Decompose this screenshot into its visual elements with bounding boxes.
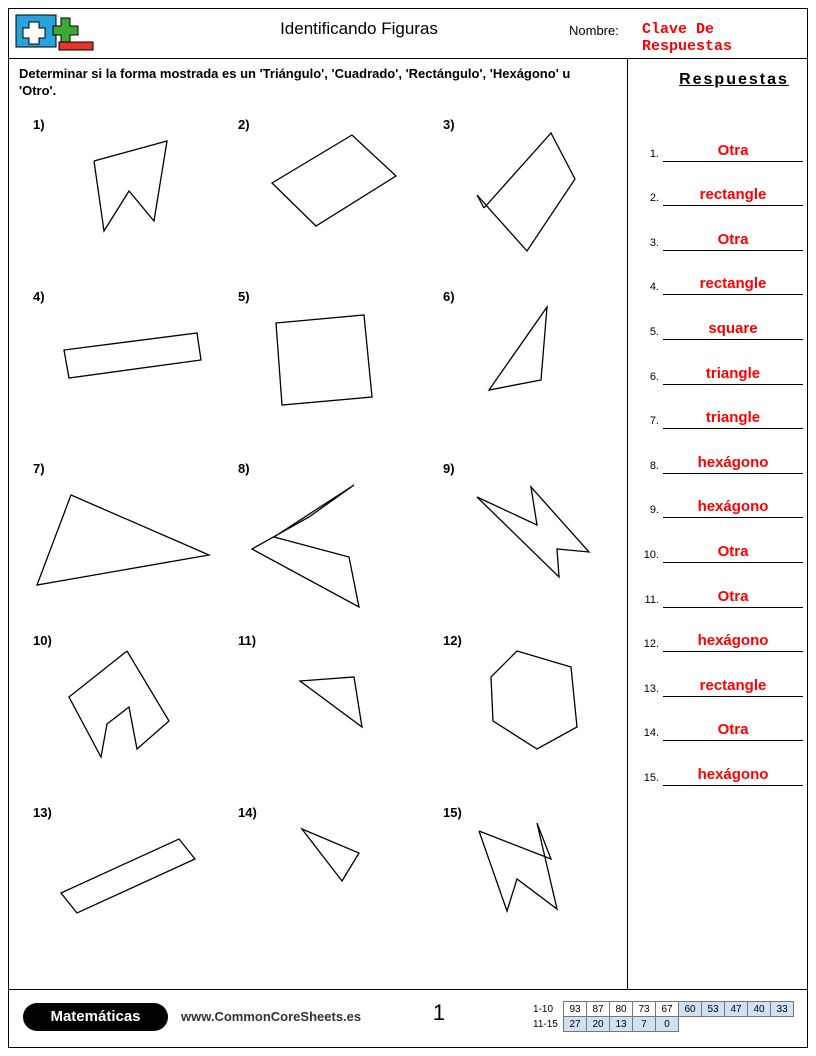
problem-number: 8): [238, 461, 250, 476]
answer-number: 9.: [649, 504, 659, 517]
problem-item: [429, 629, 629, 797]
score-cell: 80: [610, 1002, 633, 1017]
score-cell: 93: [564, 1002, 587, 1017]
answer-value[interactable]: hexágono: [697, 632, 769, 650]
score-range-label: 1-10: [533, 1003, 554, 1015]
answer-value[interactable]: rectangle: [699, 676, 767, 694]
brand-label: Matemáticas: [50, 1008, 141, 1025]
answer-number: 5.: [649, 325, 659, 338]
answer-row: [637, 253, 809, 298]
shape-figure: [224, 801, 424, 969]
answer-value[interactable]: square: [708, 319, 758, 337]
answer-number: 14.: [643, 727, 659, 740]
shape-figure: [429, 629, 629, 797]
table-row: [533, 1002, 794, 1017]
answer-value[interactable]: hexágono: [697, 498, 769, 516]
problem-item: [224, 801, 424, 969]
site-url: www.CommonCoreSheets.es: [181, 1009, 362, 1024]
answer-value[interactable]: Otra: [717, 587, 749, 605]
worksheet-footer: [9, 989, 807, 1047]
problem-item: [19, 629, 219, 797]
answer-value[interactable]: triangle: [705, 364, 761, 382]
problem-item: [19, 285, 219, 453]
problem-item: [224, 113, 424, 281]
problem-number: 1): [33, 117, 45, 132]
shape-figure: [224, 629, 424, 797]
answer-number: 13.: [643, 682, 659, 695]
problem-number: 5): [238, 289, 250, 304]
answer-line: [663, 383, 803, 385]
answer-line: [663, 516, 803, 518]
answer-row: [637, 565, 809, 610]
score-cell-empty: [725, 1017, 748, 1032]
answer-value[interactable]: hexágono: [697, 453, 769, 471]
score-cell: 87: [587, 1002, 610, 1017]
answers-heading: Respuestas: [679, 71, 789, 88]
answer-line: [663, 160, 803, 162]
answer-key-label: Clave De Respuestas: [642, 21, 733, 55]
answer-row: [637, 164, 809, 209]
worksheet-header: [9, 9, 807, 59]
problem-item: [224, 285, 424, 453]
score-range-label: 11-15: [533, 1018, 558, 1030]
answer-number: 6.: [649, 370, 659, 383]
answer-line: [663, 650, 803, 652]
answer-line: [663, 338, 803, 340]
shape-figure: [429, 285, 629, 453]
answer-line: [663, 472, 803, 474]
answer-row: [637, 654, 809, 699]
score-cell: 13: [610, 1017, 633, 1032]
problem-item: [224, 457, 424, 625]
answer-number: 2.: [649, 192, 659, 205]
score-cell-empty: [702, 1017, 725, 1032]
score-cell: 20: [587, 1017, 610, 1032]
answer-line: [663, 739, 803, 741]
score-cell: 27: [564, 1017, 587, 1032]
problem-item: [19, 457, 219, 625]
problem-number: 6): [443, 289, 455, 304]
problem-number: 11): [238, 633, 257, 648]
answer-line: [663, 427, 803, 429]
problem-number: 3): [443, 117, 455, 132]
answer-line: [663, 561, 803, 563]
instructions-text: Determinar si la forma mostrada es un 'Triángulo', 'Cuadrado', 'Rectángulo', 'Hexágono' u 'Otro'.: [19, 66, 571, 98]
shape-figure: [19, 629, 219, 797]
answer-number: 8.: [649, 459, 659, 472]
answer-line: [663, 249, 803, 251]
answer-number: 1.: [649, 147, 659, 160]
answer-number: 11.: [644, 593, 659, 606]
answer-row: [637, 520, 809, 565]
score-cell: 0: [656, 1017, 679, 1032]
answer-row: [637, 699, 809, 744]
problem-item: [429, 285, 629, 453]
shape-figure: [224, 285, 424, 453]
score-table: [533, 1001, 794, 1032]
shape-figure: [19, 113, 219, 281]
shape-figure: [19, 285, 219, 453]
problem-number: 12): [443, 633, 462, 648]
answer-row: [637, 431, 809, 476]
page-title: Identificando Figuras: [280, 19, 438, 38]
answer-row: [637, 743, 809, 788]
score-cell: 7: [633, 1017, 656, 1032]
answer-line: [663, 293, 803, 295]
answer-line: [663, 695, 803, 697]
score-cell: 53: [702, 1002, 725, 1017]
answer-row: [637, 342, 809, 387]
shape-figure: [19, 457, 219, 625]
answer-line: [663, 784, 803, 786]
answer-row: [637, 476, 809, 521]
problem-number: 13): [33, 805, 52, 820]
worksheet-page: [8, 8, 808, 1048]
score-cell: 40: [748, 1002, 771, 1017]
score-cell: 73: [633, 1002, 656, 1017]
problem-number: 14): [238, 805, 257, 820]
name-label: Nombre:: [569, 23, 619, 38]
answer-value[interactable]: Otra: [717, 141, 749, 159]
answer-value[interactable]: triangle: [705, 409, 761, 427]
shape-figure: [429, 801, 629, 969]
answer-row: [637, 208, 809, 253]
problem-number: 9): [443, 461, 455, 476]
problem-number: 7): [33, 461, 45, 476]
table-row: [533, 1017, 794, 1032]
score-cell: 60: [679, 1002, 702, 1017]
answers-list: [637, 119, 809, 788]
answer-number: 15.: [643, 771, 659, 784]
shape-figure: [429, 113, 629, 281]
answer-value[interactable]: rectangle: [699, 186, 767, 204]
problem-number: 2): [238, 117, 250, 132]
problem-item: [19, 801, 219, 969]
problems-grid: [9, 113, 625, 953]
score-cell: 33: [771, 1002, 794, 1017]
shape-figure: [19, 801, 219, 969]
shape-figure: [224, 113, 424, 281]
answer-line: [663, 606, 803, 608]
problem-item: [429, 113, 629, 281]
score-cell-empty: [679, 1017, 702, 1032]
answer-row: [637, 119, 809, 164]
answer-value[interactable]: Otra: [717, 721, 749, 739]
problem-number: 4): [33, 289, 45, 304]
answer-row: [637, 610, 809, 655]
problem-item: [429, 457, 629, 625]
answer-value[interactable]: Otra: [717, 230, 749, 248]
problem-number: 10): [33, 633, 52, 648]
answer-number: 12.: [643, 638, 659, 651]
answer-value[interactable]: Otra: [717, 542, 749, 560]
shape-figure: [429, 457, 629, 625]
score-cell: 67: [656, 1002, 679, 1017]
answer-value[interactable]: rectangle: [699, 275, 767, 293]
answer-number: 4.: [649, 281, 659, 294]
answer-line: [663, 204, 803, 206]
score-cell-empty: [748, 1017, 771, 1032]
score-cell: 47: [725, 1002, 748, 1017]
answer-row: [637, 297, 809, 342]
math-plus-logo-icon: [15, 14, 101, 52]
answer-value[interactable]: hexágono: [697, 765, 769, 783]
brand-badge: [23, 1003, 168, 1031]
answer-number: 10.: [643, 548, 659, 561]
score-cell-empty: [771, 1017, 794, 1032]
shape-figure: [224, 457, 424, 625]
answer-number: 7.: [649, 415, 659, 428]
problem-item: [429, 801, 629, 969]
page-number: 1: [432, 1000, 446, 1025]
answer-number: 3.: [649, 236, 659, 249]
problem-item: [224, 629, 424, 797]
problem-item: [19, 113, 219, 281]
answer-row: [637, 387, 809, 432]
problem-number: 15): [443, 805, 462, 820]
